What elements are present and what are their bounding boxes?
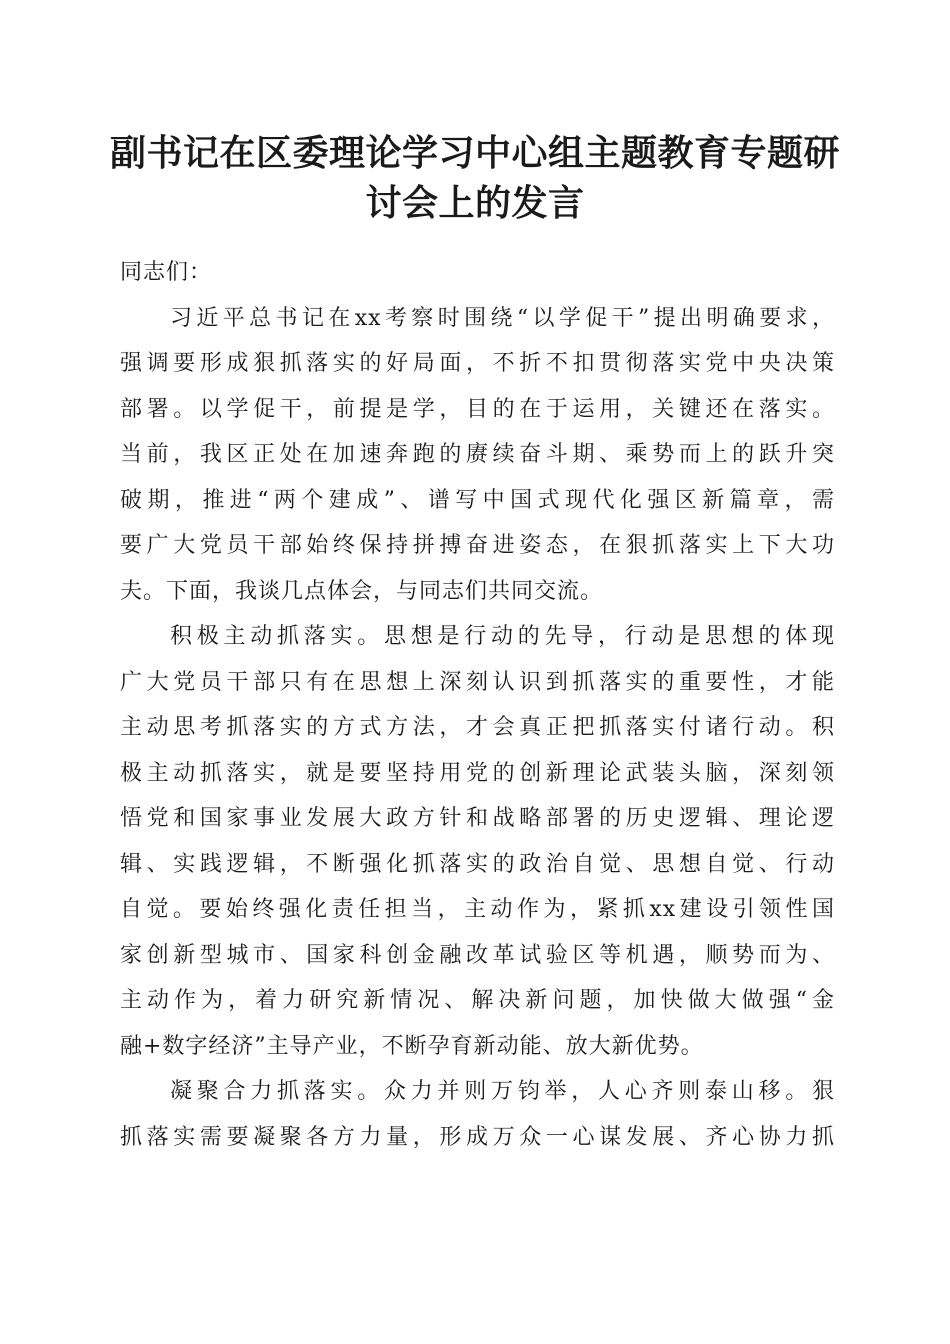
paragraph-line: 主动思考抓落实的方式方法，才会真正把抓落实付诸行动。积 (120, 715, 835, 740)
paragraph-3 (120, 1069, 835, 1160)
paragraph-line: 夫。下面，我谈几点体会，与同志们共同交流。 (120, 578, 604, 604)
title-line-2: 讨会上的发言 (365, 182, 585, 224)
paragraph-line: 强调要形成狠抓落实的好局面，不折不扣贯彻落实党中央决策 (120, 351, 835, 376)
paragraph-line: 习近平总书记在xx考察时围绕“以学促干”提出明确要求， (170, 305, 835, 331)
document-body (120, 250, 835, 1160)
document-title (100, 128, 850, 228)
paragraph-line: 主动作为，着力研究新情况、解决新问题，加快做大做强“金 (120, 988, 835, 1013)
paragraph-line: 辑、实践逻辑，不断强化抓落实的政治自觉、思想自觉、行动 (120, 851, 835, 877)
paragraph-line: 融+数字经济”主导产业，不断孕育新动能、放大新优势。 (120, 1033, 704, 1059)
paragraph-line: 破期，推进“两个建成”、谱写中国式现代化强区新篇章，需 (120, 487, 835, 513)
paragraph-line: 自觉。要始终强化责任担当，主动作为，紧抓xx建设引领性国 (120, 897, 835, 922)
title-line-1: 副书记在区委理论学习中心组主题教育专题研 (109, 132, 840, 174)
paragraph-line: 凝聚合力抓落实。众力并则万钧举，人心齐则泰山移。狠 (170, 1079, 835, 1104)
paragraph-line: 当前，我区正处在加速奔跑的赓续奋斗期、乘势而上的跃升突 (120, 442, 835, 467)
paragraph-line: 家创新型城市、国家科创金融改革试验区等机遇，顺势而为、 (120, 942, 835, 968)
salutation: 同志们： (120, 260, 213, 285)
paragraph-2 (120, 614, 835, 1069)
paragraph-line: 广大党员干部只有在思想上深刻认识到抓落实的重要性，才能 (120, 669, 835, 695)
paragraph-line: 抓落实需要凝聚各方力量，形成万众一心谋发展、齐心协力抓 (120, 1124, 835, 1150)
paragraph-line: 悟党和国家事业发展大政方针和战略部署的历史逻辑、理论逻 (120, 806, 835, 831)
paragraph-line: 部署。以学促干，前提是学，目的在于运用，关键还在落实。 (120, 396, 835, 422)
paragraph-line: 要广大党员干部始终保持拼搏奋进姿态，在狠抓落实上下大功 (120, 533, 835, 558)
paragraph-line: 积极主动抓落实。思想是行动的先导，行动是思想的体现 (170, 624, 835, 649)
paragraph-1 (120, 296, 835, 615)
paragraph-line: 极主动抓落实，就是要坚持用党的创新理论武装头脑，深刻领 (120, 760, 835, 786)
